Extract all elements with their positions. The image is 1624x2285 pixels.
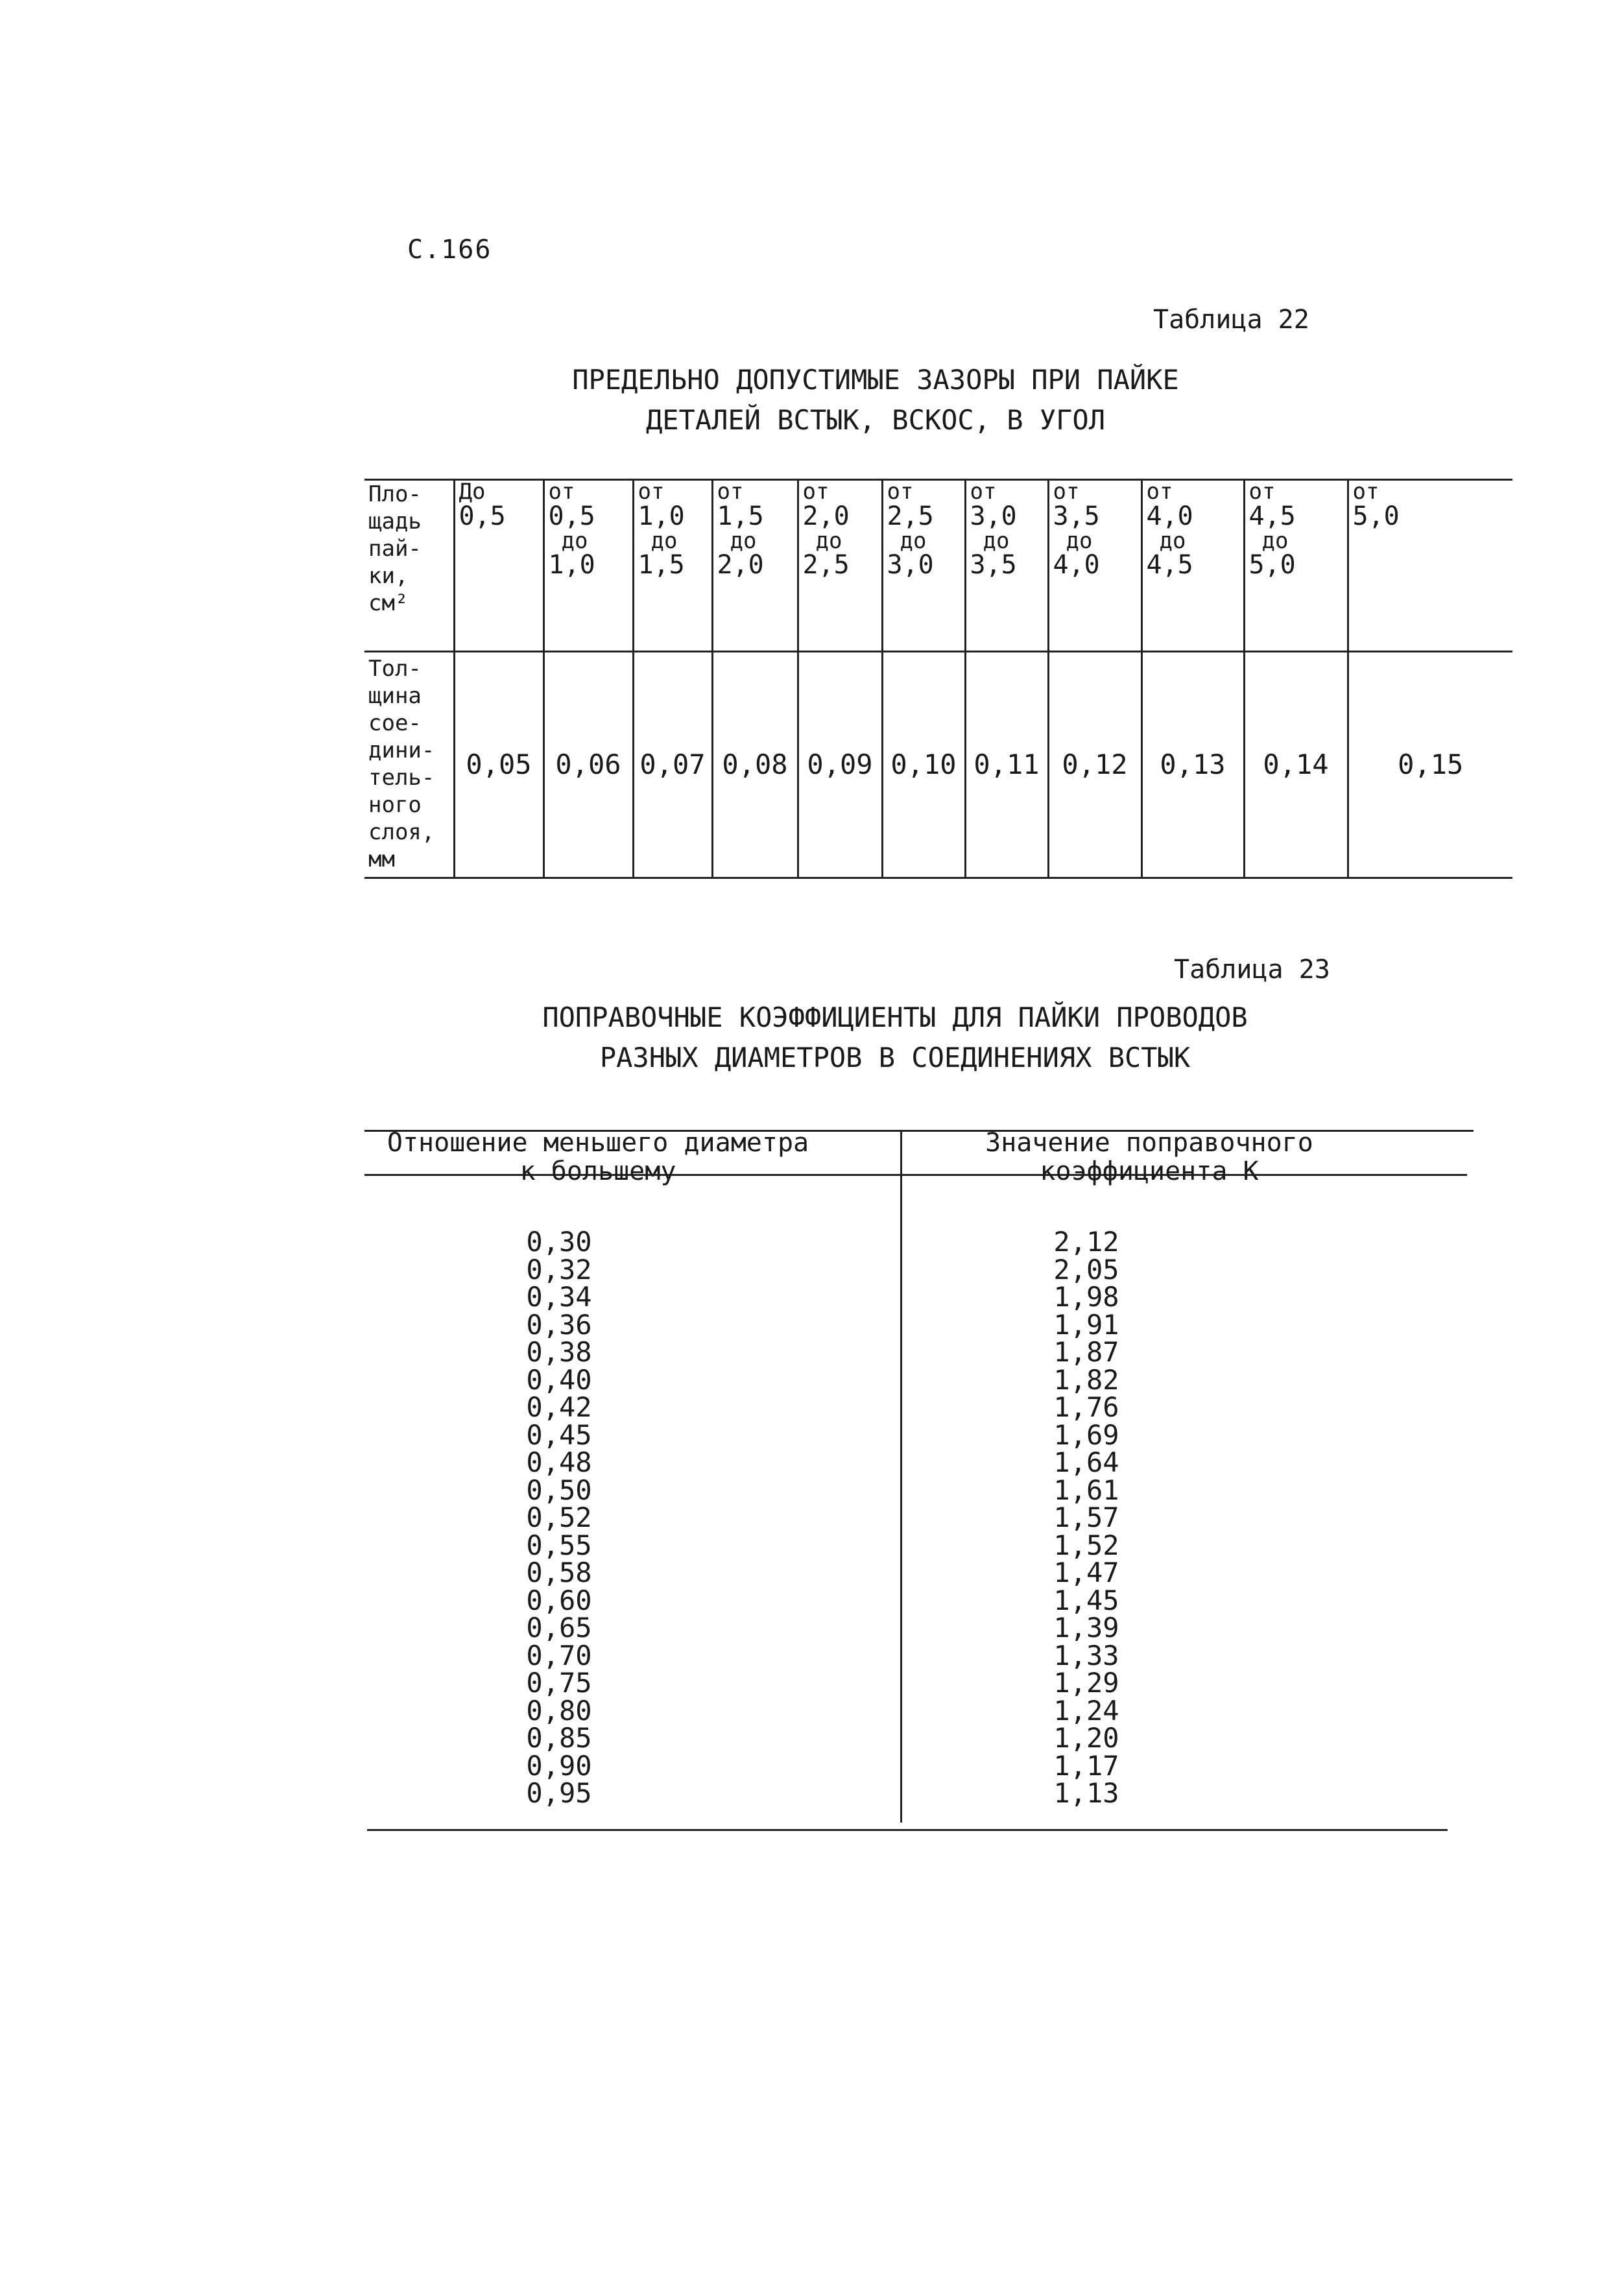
- range-to-value: 3,0: [887, 550, 934, 580]
- ratio-value: 0,50: [526, 1474, 592, 1506]
- ratio-value: 0,65: [526, 1612, 592, 1644]
- range-from-word: от: [1146, 479, 1173, 505]
- range-from-value: 4,5: [1248, 501, 1296, 531]
- table-23-title-line-2: РАЗНЫХ ДИАМЕТРОВ В СОЕДИНЕНИЯХ ВСТЫК: [599, 1042, 1191, 1073]
- range-to-value: 2,0: [717, 550, 764, 580]
- thickness-value-cell: 0,13: [1141, 652, 1244, 878]
- coefficient-value: 1,29: [1053, 1667, 1119, 1699]
- coefficient-value: 1,33: [1053, 1639, 1119, 1671]
- range-from-word: До: [459, 479, 486, 505]
- coefficient-value: 1,13: [1053, 1777, 1119, 1809]
- coefficient-value: 1,98: [1053, 1281, 1119, 1313]
- range-from-word: от: [717, 479, 744, 505]
- ratio-value: 0,38: [526, 1336, 592, 1368]
- range-from-value: 3,0: [970, 501, 1017, 531]
- range-from-value: 0,5: [548, 501, 595, 531]
- range-to-word: до: [983, 528, 1010, 554]
- range-to-word: до: [900, 528, 927, 554]
- table-22: [364, 479, 1512, 879]
- area-range-cell: [454, 480, 543, 652]
- thickness-value-cell: 0,06: [543, 652, 633, 878]
- coefficient-value: 1,47: [1053, 1557, 1119, 1588]
- table-22-title-line-2: ДЕТАЛЕЙ ВСТЫК, ВСКОС, В УГОЛ: [645, 404, 1105, 436]
- ratio-value: 0,32: [526, 1253, 592, 1286]
- ratio-value: 0,34: [526, 1281, 592, 1313]
- coefficient-value: 1,61: [1053, 1474, 1119, 1506]
- coefficient-value: 1,17: [1053, 1749, 1119, 1782]
- range-from-word: от: [1248, 479, 1276, 505]
- coefficient-value: 1,69: [1053, 1418, 1119, 1451]
- area-range-cell: [543, 480, 633, 652]
- range-from-value: 3,5: [1053, 501, 1100, 531]
- area-range-cell: [1244, 480, 1348, 652]
- ratio-value: 0,52: [526, 1501, 592, 1533]
- range-to-word: до: [1066, 528, 1093, 554]
- thickness-value-cell: 0,15: [1348, 652, 1512, 878]
- range-from-word: от: [638, 479, 665, 505]
- ratio-value: 0,36: [526, 1308, 592, 1341]
- area-range-cell: [633, 480, 712, 652]
- range-to-word: до: [730, 528, 757, 554]
- thickness-row-label: [364, 652, 454, 878]
- table-23-title: [512, 998, 1278, 1078]
- range-to-value: 3,5: [970, 550, 1017, 580]
- thickness-value-cell: 0,05: [454, 652, 543, 878]
- area-range-cell: [965, 480, 1048, 652]
- page-number: С.166: [407, 235, 492, 265]
- area-range-cell: [1348, 480, 1512, 652]
- table-23-column-divider: [900, 1130, 902, 1823]
- ratio-value: 0,75: [526, 1667, 592, 1699]
- thickness-value-cell: 0,07: [633, 652, 712, 878]
- ratio-value: 0,85: [526, 1722, 592, 1754]
- range-from-word: от: [548, 479, 575, 505]
- thickness-value-cell: 0,12: [1048, 652, 1141, 878]
- range-to-word: до: [651, 528, 678, 554]
- range-to-value: 1,5: [638, 550, 685, 580]
- range-from-value: 4,0: [1146, 501, 1193, 531]
- area-row: [364, 480, 1512, 652]
- area-row-label-text: Пло- щадь пай- ки, см²: [368, 481, 422, 616]
- table-22-title-line-1: ПРЕДЕЛЬНО ДОПУСТИМЫЕ ЗАЗОРЫ ПРИ ПАЙКЕ: [572, 364, 1179, 396]
- table-22-title: [506, 360, 1245, 440]
- range-from-value: 2,5: [887, 501, 934, 531]
- coefficient-value: 1,52: [1053, 1529, 1119, 1561]
- ratio-value: 0,60: [526, 1584, 592, 1616]
- ratio-value: 0,70: [526, 1639, 592, 1671]
- range-from-value: 2,0: [802, 501, 850, 531]
- range-from-value: 0,5: [459, 501, 506, 531]
- range-from-word: от: [887, 479, 914, 505]
- range-to-value: 1,0: [548, 550, 595, 580]
- table-23-bottom-rule: [367, 1829, 1448, 1831]
- thickness-value-cell: 0,08: [712, 652, 798, 878]
- area-row-label: [364, 480, 454, 652]
- range-from-word: от: [1053, 479, 1080, 505]
- range-to-word: до: [1261, 528, 1289, 554]
- coefficient-column: [1047, 1228, 1125, 1808]
- range-to-word: до: [815, 528, 842, 554]
- coefficient-column-header: Значение поправочного коэффициента К: [985, 1128, 1313, 1186]
- area-range-cell: [882, 480, 965, 652]
- ratio-value: 0,48: [526, 1446, 592, 1478]
- area-range-cell: [1141, 480, 1244, 652]
- coefficient-value: 1,24: [1053, 1694, 1119, 1727]
- range-from-value: 5,0: [1352, 501, 1400, 531]
- coefficient-value: 1,82: [1053, 1363, 1119, 1396]
- ratio-value: 0,55: [526, 1529, 592, 1561]
- ratio-value: 0,30: [526, 1226, 592, 1258]
- coefficient-value: 1,20: [1053, 1722, 1119, 1754]
- coefficient-value: 1,87: [1053, 1336, 1119, 1368]
- ratio-column: [520, 1228, 598, 1808]
- ratio-value: 0,42: [526, 1391, 592, 1423]
- ratio-column-header: Отношение меньшего диаметра к большему: [387, 1128, 809, 1186]
- coefficient-value: 1,39: [1053, 1612, 1119, 1644]
- range-to-value: 2,5: [802, 550, 850, 580]
- area-range-cell: [1048, 480, 1141, 652]
- range-to-value: 5,0: [1248, 550, 1296, 580]
- range-from-value: 1,5: [717, 501, 764, 531]
- table-22-caption: Таблица 22: [1153, 305, 1309, 335]
- range-to-value: 4,5: [1146, 550, 1193, 580]
- coefficient-value: 1,64: [1053, 1446, 1119, 1478]
- ratio-value: 0,45: [526, 1418, 592, 1451]
- thickness-value-cell: 0,10: [882, 652, 965, 878]
- thickness-value-cell: 0,14: [1244, 652, 1348, 878]
- range-to-word: до: [1159, 528, 1186, 554]
- range-to-word: до: [561, 528, 588, 554]
- thickness-row-label-text: Тол- щина сое- дини- тель- ного слоя, мм: [368, 656, 435, 872]
- area-range-cell: [712, 480, 798, 652]
- ratio-value: 0,80: [526, 1694, 592, 1727]
- range-to-value: 4,0: [1053, 550, 1100, 580]
- ratio-value: 0,40: [526, 1363, 592, 1396]
- range-from-word: от: [802, 479, 830, 505]
- coefficient-value: 1,91: [1053, 1308, 1119, 1341]
- thickness-value-cell: 0,11: [965, 652, 1048, 878]
- table-23-title-line-1: ПОПРАВОЧНЫЕ КОЭФФИЦИЕНТЫ ДЛЯ ПАЙКИ ПРОВОДОВ: [542, 1001, 1248, 1033]
- coefficient-value: 2,05: [1053, 1253, 1119, 1286]
- range-from-value: 1,0: [638, 501, 685, 531]
- ratio-value: 0,90: [526, 1749, 592, 1782]
- ratio-value: 0,95: [526, 1777, 592, 1809]
- coefficient-value: 1,76: [1053, 1391, 1119, 1423]
- table-23: [364, 1130, 1512, 1865]
- thickness-value-cell: 0,09: [798, 652, 882, 878]
- coefficient-value: 2,12: [1053, 1226, 1119, 1258]
- coefficient-value: 1,57: [1053, 1501, 1119, 1533]
- area-range-cell: [798, 480, 882, 652]
- ratio-value: 0,58: [526, 1557, 592, 1588]
- range-from-word: от: [970, 479, 997, 505]
- coefficient-value: 1,45: [1053, 1584, 1119, 1616]
- table-23-caption: Таблица 23: [1174, 955, 1330, 985]
- thickness-row: [364, 652, 1512, 878]
- range-from-word: от: [1352, 479, 1379, 505]
